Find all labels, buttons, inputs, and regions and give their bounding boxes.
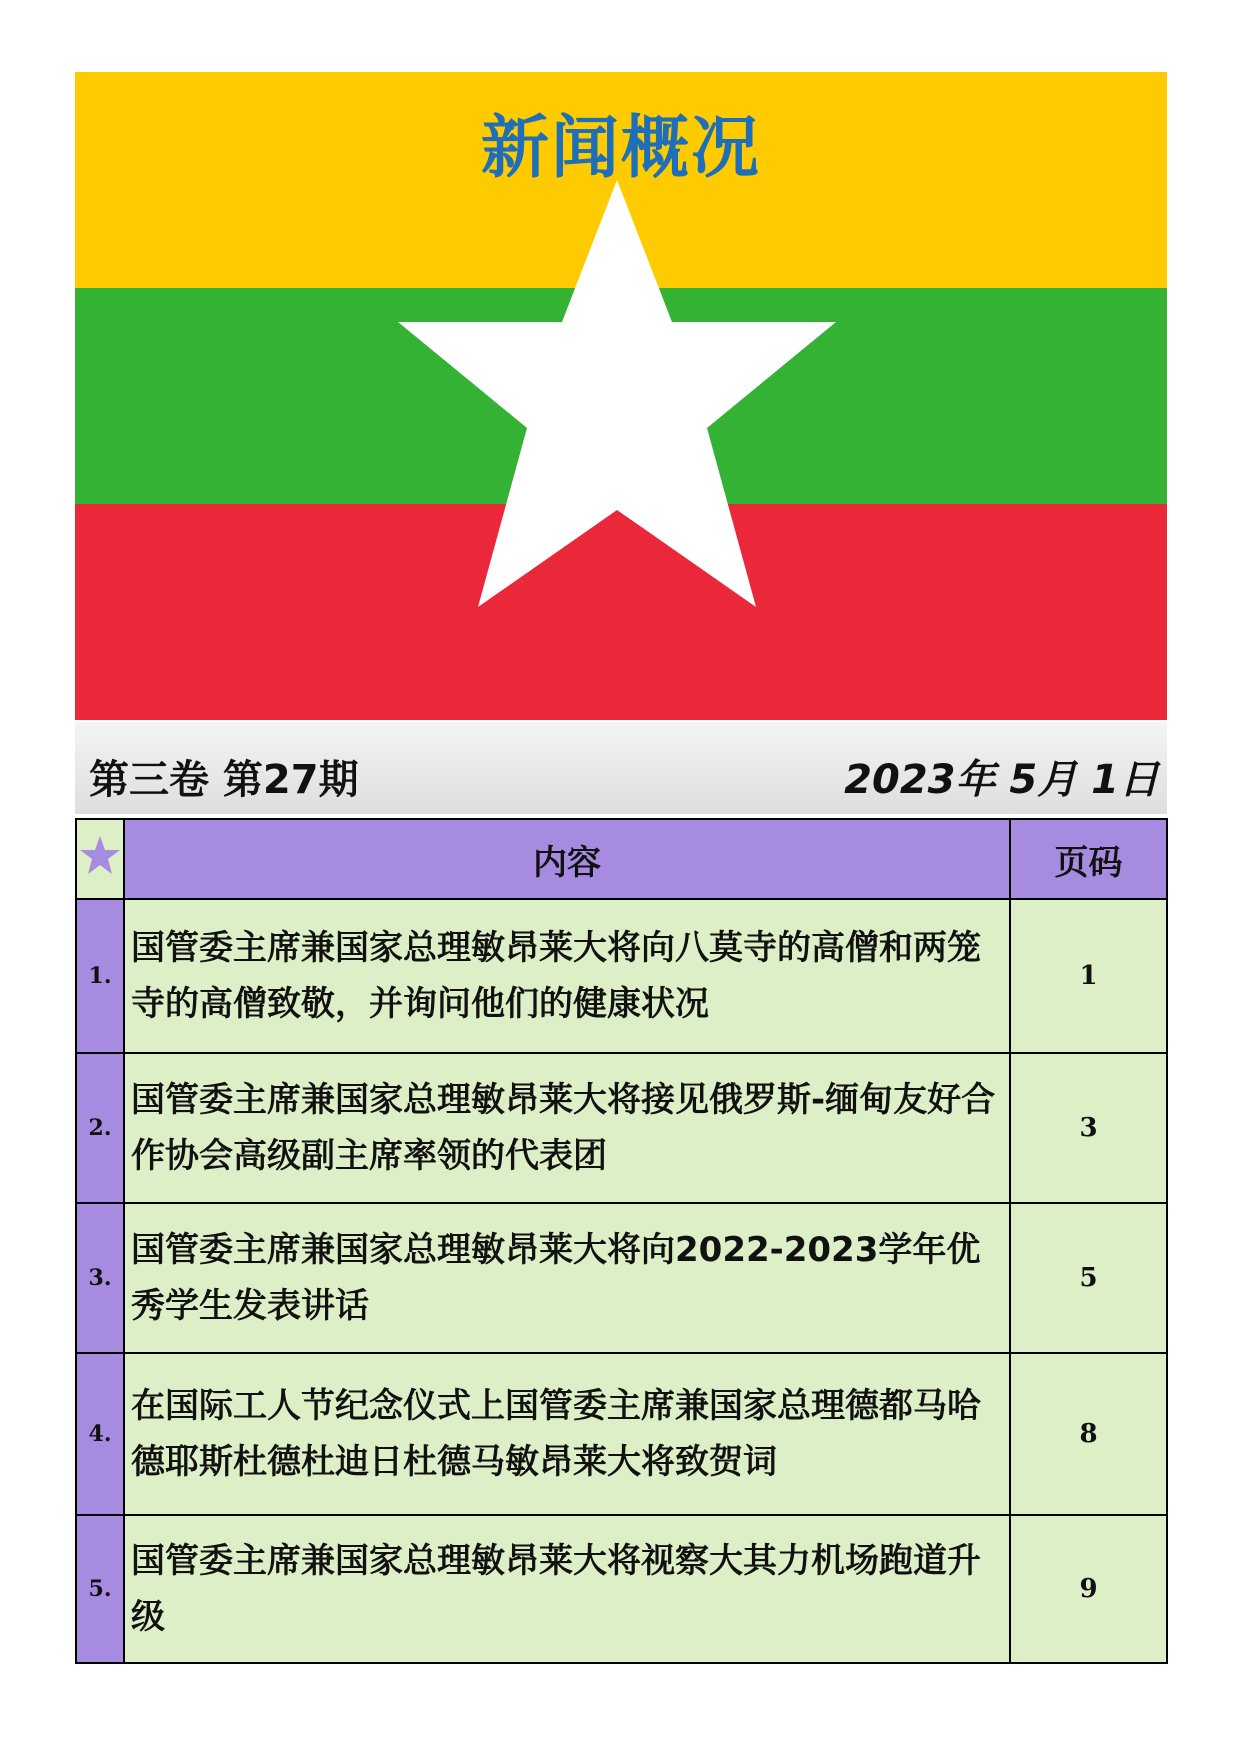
- toc-header-row: [76, 819, 1167, 899]
- toc-row-number: 5.: [76, 1515, 124, 1663]
- volume-issue: 第三卷 第27期: [89, 757, 359, 803]
- table-of-contents: [75, 818, 1168, 1664]
- toc-row-title: 国管委主席兼国家总理敏昂莱大将视察大其力机场跑道升级: [124, 1515, 1010, 1663]
- toc-row-title: 国管委主席兼国家总理敏昂莱大将接见俄罗斯-缅甸友好合作协会高级副主席率领的代表团: [124, 1053, 1010, 1203]
- toc-row-page: 8: [1010, 1353, 1167, 1515]
- toc-header-star: [76, 819, 124, 899]
- issue-date: 2023年 5月 1日: [844, 757, 1159, 803]
- page-title: 新闻概况: [480, 109, 761, 188]
- toc-row: [76, 1203, 1167, 1353]
- toc-row-title: 在国际工人节纪念仪式上国管委主席兼国家总理德都马哈德耶斯杜德杜迪日杜德马敏昂莱大将致贺词: [124, 1353, 1010, 1515]
- toc-row-page: 5: [1010, 1203, 1167, 1353]
- toc-body: [76, 899, 1167, 1663]
- toc-row-title: 国管委主席兼国家总理敏昂莱大将向八莫寺的高僧和两笼寺的高僧致敬，并询问他们的健康状况: [124, 899, 1010, 1053]
- toc-row: [76, 1053, 1167, 1203]
- toc-col-page: 页码: [1010, 819, 1167, 899]
- toc-row: [76, 899, 1167, 1053]
- myanmar-flag-banner: [75, 72, 1167, 720]
- star-icon: [78, 833, 122, 877]
- toc-row-page: 3: [1010, 1053, 1167, 1203]
- toc-row-page: 9: [1010, 1515, 1167, 1663]
- toc-row-title: 国管委主席兼国家总理敏昂莱大将向2022-2023学年优秀学生发表讲话: [124, 1203, 1010, 1353]
- toc-row: [76, 1353, 1167, 1515]
- toc-row-number: 4.: [76, 1353, 124, 1515]
- toc-row-page: 1: [1010, 899, 1167, 1053]
- toc-row: [76, 1515, 1167, 1663]
- toc-row-number: 1.: [76, 899, 124, 1053]
- toc-row-number: 2.: [76, 1053, 124, 1203]
- issue-bar: [75, 722, 1167, 814]
- toc-row-number: 3.: [76, 1203, 124, 1353]
- toc-col-content: 内容: [124, 819, 1010, 899]
